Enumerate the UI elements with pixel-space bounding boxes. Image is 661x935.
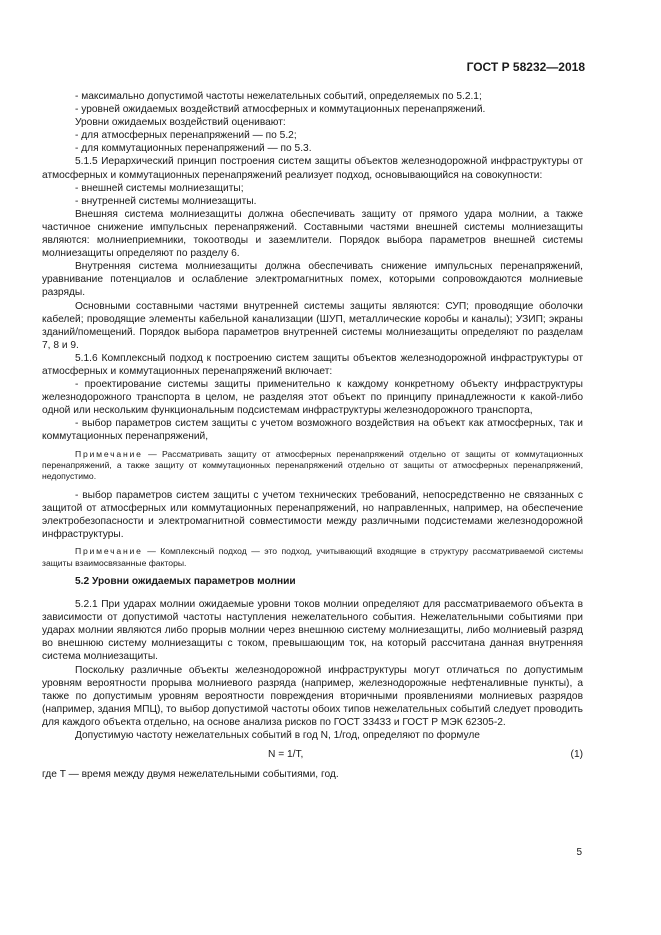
paragraph: - для коммутационных перенапряжений — по 5.3.	[75, 143, 312, 155]
paragraph: - выбор параметров систем защиты с учетом возможного воздействия на объект как атмосферных, так и коммутационных перенапряжений,	[42, 418, 583, 443]
paragraph: 5.1.6 Комплексный подход к построению систем защиты объектов железнодорожной инфраструктуры от атмосферных и коммутационных перенапряжений включает:	[42, 352, 583, 377]
section-title: 5.2 Уровни ожидаемых параметров молнии	[75, 575, 296, 587]
paragraph: - максимально допустимой частоты нежелательных событий, определяемых по 5.2.1;	[75, 91, 482, 102]
note	[42, 546, 583, 569]
note-label: Примечание	[75, 448, 143, 459]
note-text: — Рассматривать защиту от атмосферных перенапряжений отдельно от защиты от коммутационных перенапряжений, а также защиту от коммутационных перенапряжений отдельно от защиты от атмосферных перенапряжений, недопустимо.	[42, 448, 583, 482]
paragraph: Основными составными частями внутренней системы защиты являются: СУП; проводящие оболочки кабелей; проводящие элементы кабельной канализации (ШУП, металлические коробы и каналы); УЗИП; экраны зданий/помещений. Порядок выбора параметров внутренней системы молниезащиты определяют по разделам 7, 8 и 9.	[42, 300, 583, 351]
paragraph: - внутренней системы молниезащиты.	[75, 195, 257, 207]
paragraph: 5.2.1 При ударах молнии ожидаемые уровни токов молнии определяют для рассматриваемого объекта в зависимости от допустимой частоты наступления нежелательного события. Нежелательными событиями при ударах молнии являются либо прорыв молнии через внешнюю систему молниезащиты, либо молниевый разряд во внешнюю систему молниезащиты с током, превышающим ток, на который рассчитана данная внутренняя система молниезащиты.	[42, 599, 583, 663]
paragraph: - проектирование системы защиты применительно к каждому конкретному объекту инфраструктуры железнодорожного транспорта в целом, не разделяя этот объект по принципу принадлежности к какой-либо одной или нескольким функциональным подсистемам инфраструктуры железнодорожного транспорта,	[42, 379, 583, 417]
paragraph: Уровни ожидаемых воздействий оценивают:	[75, 117, 286, 129]
formula-number: (1)	[570, 749, 583, 761]
standard-header: ГОСТ Р 58232—2018	[466, 60, 585, 74]
paragraph: Поскольку различные объекты железнодорожной инфраструктуры могут отличаться по допустимым уровням вероятности прорыва молниевого разряда (например, железнодорожные нефтеналивные пункты), а также по допустимым уровням вероятности повреждения вторичными проявлениями молниевых разрядов (например, здания МПЦ), то выбор допустимой частоты обоих типов нежелательных событий следует проводить для каждого объекта отдельно, на основе анализа рисков по ГОСТ 33433 и ГОСТ Р МЭК 62305-2.	[42, 664, 583, 728]
paragraph: 5.1.5 Иерархический принцип построения систем защиты объектов железнодорожной инфраструктуры от атмосферных и коммутационных перенапряжений реализует подход, основывающийся на совокупности:	[42, 156, 583, 181]
note-label: Примечание	[75, 546, 143, 557]
page-number: 5	[576, 847, 582, 858]
formula-expression: N = 1/T,	[268, 749, 304, 761]
paragraph: Допустимую частоту нежелательных событий в год N, 1/год, определяют по формуле	[75, 729, 480, 741]
paragraph: - уровней ожидаемых воздействий атмосферных и коммутационных перенапряжений.	[75, 104, 486, 116]
paragraph: - для атмосферных перенапряжений — по 5.2;	[75, 130, 297, 142]
note	[42, 449, 583, 483]
document-body	[42, 90, 583, 781]
paragraph: Внешняя система молниезащиты должна обеспечивать защиту от прямого удара молнии, а также частичное снижение импульсных перенапряжений. Составными частями внешней системы молниезащиты являются: молниеприемники, токоотводы и заземлители. Порядок выбора параметров внешней системы молниезащиты определяют по разделу 6.	[42, 208, 583, 260]
paragraph: - выбор параметров систем защиты с учетом технических требований, непосредственно не связанных с защитой от атмосферных или коммутационных перенапряжений, но направленных, например, на обеспечение электробезопасности и электромагнитной совместимости между различными подсистемами железнодорожной инфраструктуры.	[42, 489, 583, 541]
paragraph: Внутренняя система молниезащиты должна обеспечивать снижение импульсных перенапряжений, уравнивание потенциалов и ослабление электромагнитных помех, которыми сопровождаются молниевые разряды.	[42, 261, 583, 299]
formula	[42, 746, 583, 762]
formula-explanation: где T — время между двумя нежелательными событиями, год.	[42, 769, 339, 781]
paragraph: - внешней системы молниезащиты;	[75, 182, 244, 194]
note-text: — Комплексный подход — это подход, учитывающий входящие в структуру рассматриваемой системы защиты взаимосвязанные факторы.	[42, 546, 583, 568]
